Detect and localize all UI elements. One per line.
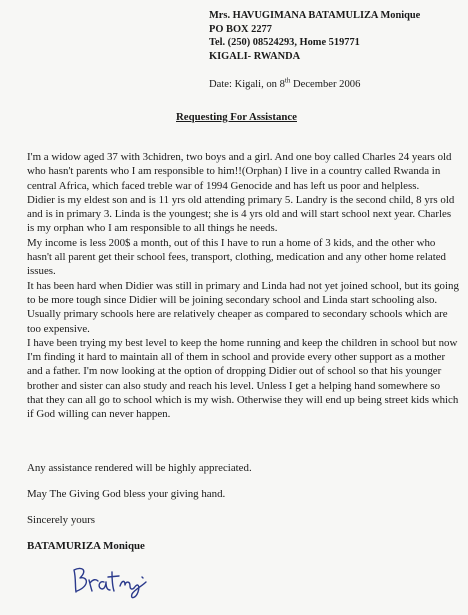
sender-name: Mrs. HAVUGIMANA BATAMULIZA Monique bbox=[209, 10, 421, 21]
closing-signoff: Sincerely yours bbox=[27, 514, 96, 526]
letter-body bbox=[27, 150, 459, 422]
date-ordinal: th bbox=[284, 76, 291, 85]
date-suffix: December 2006 bbox=[290, 79, 361, 90]
body-paragraph-children: Didier is my eldest son and is 11 yrs old attending primary 5. Landry is the second child, 8 yrs old and is in primary 3. Linda is the youngest; she is 4 yrs old and will start school next year. Charles is my orphan who I am responsible to all things he needs. bbox=[27, 193, 455, 235]
closing-signer-name: BATAMURIZA Monique bbox=[27, 540, 145, 552]
closing-blessing: May The Giving God bless your giving hand. bbox=[27, 488, 226, 500]
sender-telephone: Tel. (250) 08524293, Home 519771 bbox=[209, 37, 360, 49]
closing-appreciation: Any assistance rendered will be highly appreciated. bbox=[27, 462, 252, 474]
letter-subject: Requesting For Assistance bbox=[176, 111, 297, 123]
body-paragraph-schooling: It has been hard when Didier was still in primary and Linda had not yet joined school, but its going to be more tough since Didier will be joining secondary school and Linda start schooling also. Usually primary schools here are relatively cheaper as compared to secondary schools which are too expensive. bbox=[27, 279, 459, 335]
body-paragraph-hardship: I have been trying my best level to keep the home running and keep the children in school but now I'm finding it hard to maintain all of them in school and provide every other support as a mother and a father. I'm now looking at the option of dropping Didier out of school so that his younger brother and sister can also study and reach his level. Unless I get a helping hand somewhere so that they can all go to school which is my wish. Otherwise they will end up being street kids which if God willing can never happen. bbox=[27, 336, 459, 421]
sender-address-block bbox=[209, 9, 420, 63]
signature-strokes bbox=[74, 568, 146, 597]
handwritten-signature bbox=[68, 560, 148, 602]
sender-city: KIGALI- RWANDA bbox=[209, 50, 301, 62]
date-prefix: Date: Kigali, on 8 bbox=[209, 79, 285, 90]
sender-po-box: PO BOX 2277 bbox=[209, 23, 272, 35]
body-paragraph-intro: I'm a widow aged 37 with 3chidren, two boys and a girl. And one boy called Charles 24 years old who hasn't parents who I am responsible to him!!(Orphan) I live in a country called Rwanda in central Africa, which faced treble war of 1994 Genocide and has left us poor and helpless. bbox=[27, 151, 452, 192]
body-paragraph-income: My income is less 200$ a month, out of this I have to run a home of 3 kids, and the other who hasn't all parent get their school fees, transport, clothing, medication and any other home related issues. bbox=[27, 236, 446, 278]
letter-date bbox=[209, 78, 360, 91]
